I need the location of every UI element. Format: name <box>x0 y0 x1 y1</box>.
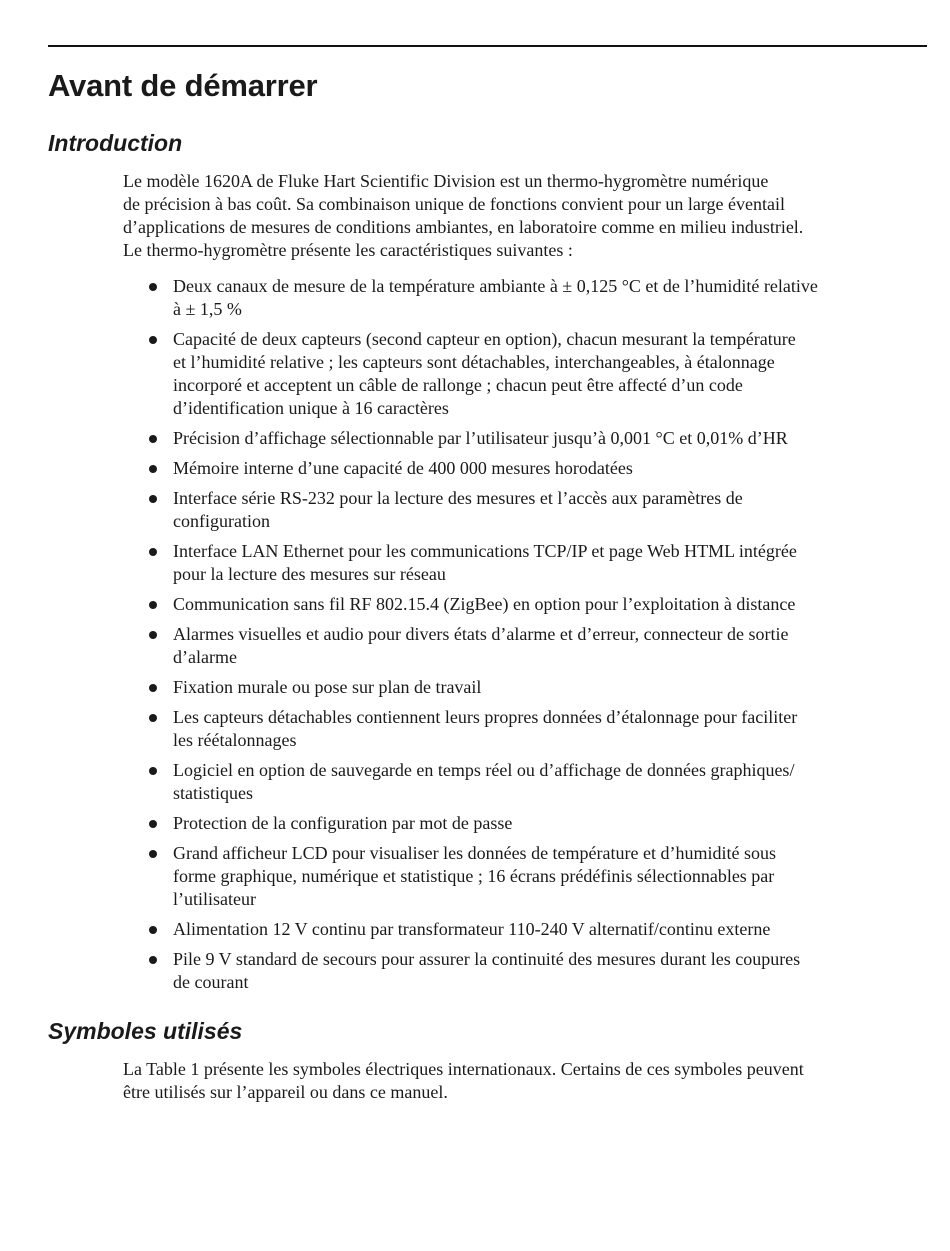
feature-line: Précision d’affichage sélectionnable par l’utilisateur jusqu’à 0,001 °C et 0,01% d’HR <box>173 428 788 448</box>
feature-list-item <box>146 275 936 321</box>
feature-line: Mémoire interne d’une capacité de 400 000 mesures horodatées <box>173 458 633 478</box>
paragraph-line: Le thermo-hygromètre présente les caractéristiques suivantes : <box>123 240 573 260</box>
feature-list-item <box>146 676 936 699</box>
feature-list <box>146 275 936 1001</box>
feature-line: Interface série RS-232 pour la lecture des mesures et l’accès aux paramètres de <box>173 488 743 508</box>
feature-line: à ± 1,5 % <box>173 299 242 319</box>
feature-line: incorporé et acceptent un câble de rallonge ; chacun peut être affecté d’un code <box>173 375 743 395</box>
feature-line: pour la lecture des mesures sur réseau <box>173 564 446 584</box>
feature-list-item <box>146 623 936 669</box>
feature-list-item <box>146 948 936 994</box>
feature-list-item <box>146 487 936 533</box>
paragraph-line: être utilisés sur l’appareil ou dans ce manuel. <box>123 1082 448 1102</box>
feature-line: Pile 9 V standard de secours pour assurer la continuité des mesures durant les coupures <box>173 949 801 969</box>
bullet-dot-icon <box>149 714 157 722</box>
feature-line: l’utilisateur <box>173 889 256 909</box>
feature-list-item <box>146 593 936 616</box>
bullet-dot-icon <box>149 956 157 964</box>
feature-list-item <box>146 706 936 752</box>
feature-line: et l’humidité relative ; les capteurs sont détachables, interchangeables, à étalonnage <box>173 352 775 372</box>
feature-list-item <box>146 759 936 805</box>
section-heading-symbols: Symboles utilisés <box>48 1018 243 1044</box>
paragraph-line: d’applications de mesures de conditions ambiantes, en laboratoire comme en milieu industriel. <box>123 217 804 237</box>
introduction-paragraph <box>123 170 935 262</box>
symbols-paragraph <box>123 1058 935 1104</box>
feature-list-item <box>146 918 936 941</box>
feature-line: Capacité de deux capteurs (second capteur en option), chacun mesurant la température <box>173 329 796 349</box>
paragraph-line: La Table 1 présente les symboles électriques internationaux. Certains de ces symboles peuvent <box>123 1059 804 1079</box>
feature-line: d’identification unique à 16 caractères <box>173 398 449 418</box>
header-rule <box>48 45 927 47</box>
bullet-dot-icon <box>149 926 157 934</box>
page-title: Avant de démarrer <box>48 68 318 103</box>
bullet-dot-icon <box>149 684 157 692</box>
feature-line: statistiques <box>173 783 253 803</box>
feature-list-item <box>146 457 936 480</box>
feature-line: Deux canaux de mesure de la température ambiante à ± 0,125 °C et de l’humidité relative <box>173 276 818 296</box>
feature-line: Alarmes visuelles et audio pour divers états d’alarme et d’erreur, connecteur de sortie <box>173 624 789 644</box>
feature-line: configuration <box>173 511 270 531</box>
bullet-dot-icon <box>149 767 157 775</box>
feature-line: de courant <box>173 972 249 992</box>
feature-list-item <box>146 427 936 450</box>
feature-line: forme graphique, numérique et statistique ; 16 écrans prédéfinis sélectionnables par <box>173 866 775 886</box>
feature-list-item <box>146 812 936 835</box>
feature-list-item <box>146 842 936 911</box>
feature-line: Les capteurs détachables contiennent leurs propres données d’étalonnage pour faciliter <box>173 707 798 727</box>
bullet-dot-icon <box>149 435 157 443</box>
bullet-dot-icon <box>149 631 157 639</box>
paragraph-line: Le modèle 1620A de Fluke Hart Scientific Division est un thermo-hygromètre numérique <box>123 171 769 191</box>
bullet-dot-icon <box>149 336 157 344</box>
feature-line: Communication sans fil RF 802.15.4 (ZigBee) en option pour l’exploitation à distance <box>173 594 796 614</box>
feature-line: Grand afficheur LCD pour visualiser les données de température et d’humidité sous <box>173 843 776 863</box>
feature-line: Logiciel en option de sauvegarde en temps réel ou d’affichage de données graphiques/ <box>173 760 795 780</box>
feature-line: Alimentation 12 V continu par transformateur 110-240 V alternatif/continu externe <box>173 919 771 939</box>
bullet-dot-icon <box>149 465 157 473</box>
bullet-dot-icon <box>149 548 157 556</box>
feature-line: les réétalonnages <box>173 730 297 750</box>
feature-list-item <box>146 328 936 420</box>
bullet-dot-icon <box>149 601 157 609</box>
feature-list-item <box>146 540 936 586</box>
feature-line: d’alarme <box>173 647 237 667</box>
feature-line: Protection de la configuration par mot de passe <box>173 813 513 833</box>
section-heading-introduction: Introduction <box>48 130 183 156</box>
bullet-dot-icon <box>149 820 157 828</box>
feature-line: Fixation murale ou pose sur plan de travail <box>173 677 482 697</box>
feature-line: Interface LAN Ethernet pour les communications TCP/IP et page Web HTML intégrée <box>173 541 797 561</box>
bullet-dot-icon <box>149 850 157 858</box>
paragraph-line: de précision à bas coût. Sa combinaison unique de fonctions convient pour un large éventail <box>123 194 785 214</box>
bullet-dot-icon <box>149 283 157 291</box>
bullet-dot-icon <box>149 495 157 503</box>
